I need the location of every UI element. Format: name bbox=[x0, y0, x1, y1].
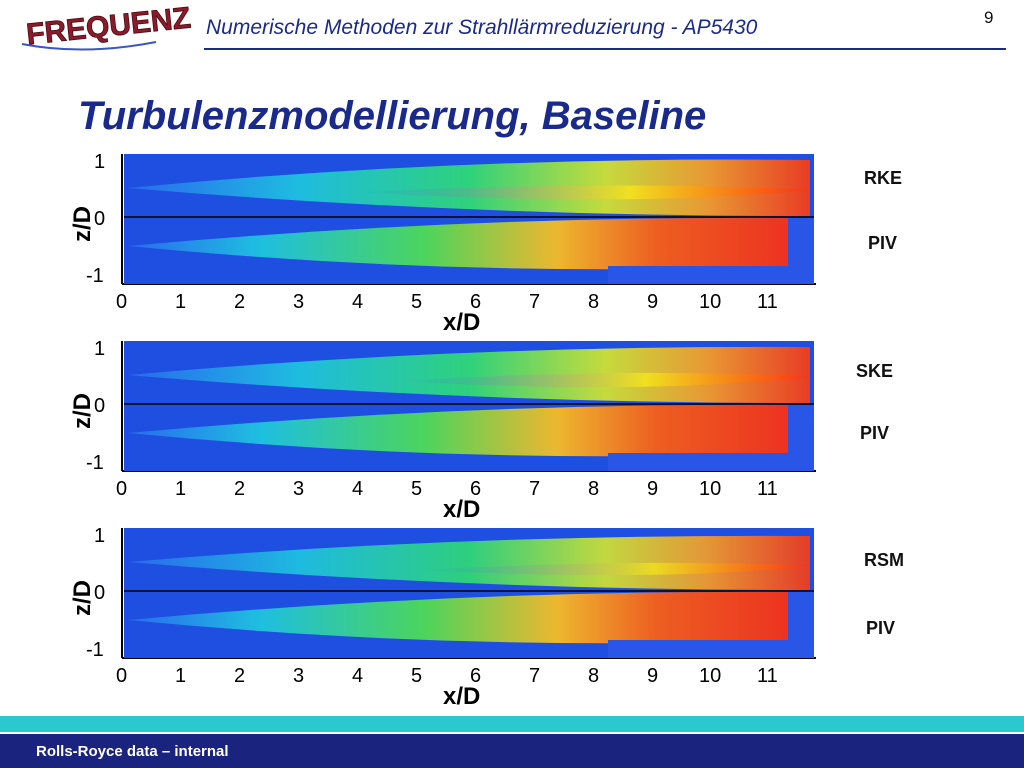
x-tick-0: 0 bbox=[116, 291, 128, 313]
reference-label-piv-3: PIV bbox=[866, 618, 896, 638]
contour-plot-rsm bbox=[58, 520, 828, 710]
slide-title: Turbulenzmodellierung, Baseline bbox=[78, 94, 707, 138]
x-tick-6: 6 bbox=[470, 291, 482, 313]
reference-label-piv-2: PIV bbox=[860, 423, 890, 443]
logo-text: FREQUENZ bbox=[24, 1, 193, 52]
x-tick-7: 7 bbox=[529, 478, 541, 500]
x-tick-10: 10 bbox=[699, 665, 722, 687]
x-tick-3: 3 bbox=[293, 478, 305, 500]
y-tick-minus-1: -1 bbox=[86, 639, 104, 661]
x-tick-8: 8 bbox=[588, 478, 600, 500]
frequenz-logo bbox=[14, 1, 193, 52]
x-tick-6: 6 bbox=[470, 478, 482, 500]
x-tick-5: 5 bbox=[411, 665, 423, 687]
header-rule bbox=[204, 48, 1006, 50]
x-tick-9: 9 bbox=[647, 291, 659, 313]
x-tick-11: 11 bbox=[757, 291, 778, 313]
x-tick-2: 2 bbox=[234, 478, 246, 500]
y-tick-1: 1 bbox=[94, 338, 106, 360]
x-tick-6: 6 bbox=[470, 665, 482, 687]
y-tick-minus-1: -1 bbox=[86, 452, 104, 474]
x-tick-4: 4 bbox=[352, 665, 364, 687]
x-axis-label: x/D bbox=[443, 683, 481, 710]
contour-plot-rke bbox=[58, 146, 828, 336]
model-label-ske: SKE bbox=[856, 361, 894, 381]
x-tick-1: 1 bbox=[175, 291, 187, 313]
x-tick-10: 10 bbox=[699, 291, 722, 313]
header-title: Numerische Methoden zur Strahllärmreduzierung - AP5430 bbox=[206, 16, 758, 39]
x-tick-8: 8 bbox=[588, 665, 600, 687]
y-tick-0: 0 bbox=[94, 582, 106, 604]
x-tick-3: 3 bbox=[293, 665, 305, 687]
x-tick-4: 4 bbox=[352, 291, 364, 313]
y-axis-label: z/D bbox=[69, 580, 96, 616]
contour-plot-ske bbox=[58, 333, 828, 523]
y-axis-label: z/D bbox=[69, 206, 96, 242]
y-axis-label: z/D bbox=[69, 393, 96, 429]
x-tick-4: 4 bbox=[352, 478, 364, 500]
y-tick-minus-1: -1 bbox=[86, 265, 104, 287]
x-tick-2: 2 bbox=[234, 665, 246, 687]
x-tick-7: 7 bbox=[529, 291, 541, 313]
x-tick-7: 7 bbox=[529, 665, 541, 687]
x-tick-0: 0 bbox=[116, 665, 128, 687]
x-tick-1: 1 bbox=[175, 665, 187, 687]
x-axis-label: x/D bbox=[443, 309, 481, 336]
x-tick-1: 1 bbox=[175, 478, 187, 500]
x-tick-0: 0 bbox=[116, 478, 128, 500]
y-tick-1: 1 bbox=[94, 151, 106, 173]
y-tick-1: 1 bbox=[94, 525, 106, 547]
x-tick-11: 11 bbox=[757, 665, 778, 687]
y-tick-0: 0 bbox=[94, 208, 106, 230]
y-tick-0: 0 bbox=[94, 395, 106, 417]
page-number: 9 bbox=[984, 8, 994, 27]
model-label-rsm: RSM bbox=[864, 550, 904, 570]
x-tick-3: 3 bbox=[293, 291, 305, 313]
reference-label-piv-1: PIV bbox=[868, 233, 898, 253]
x-tick-9: 9 bbox=[647, 478, 659, 500]
x-tick-8: 8 bbox=[588, 291, 600, 313]
footer-text: Rolls-Royce data – internal bbox=[36, 743, 229, 760]
x-tick-5: 5 bbox=[411, 478, 423, 500]
model-label-rke: RKE bbox=[864, 168, 903, 188]
x-tick-11: 11 bbox=[757, 478, 778, 500]
x-tick-10: 10 bbox=[699, 478, 722, 500]
x-axis-label: x/D bbox=[443, 496, 481, 523]
x-tick-2: 2 bbox=[234, 291, 246, 313]
x-tick-5: 5 bbox=[411, 291, 423, 313]
footer-accent-band bbox=[0, 716, 1024, 732]
x-tick-9: 9 bbox=[647, 665, 659, 687]
